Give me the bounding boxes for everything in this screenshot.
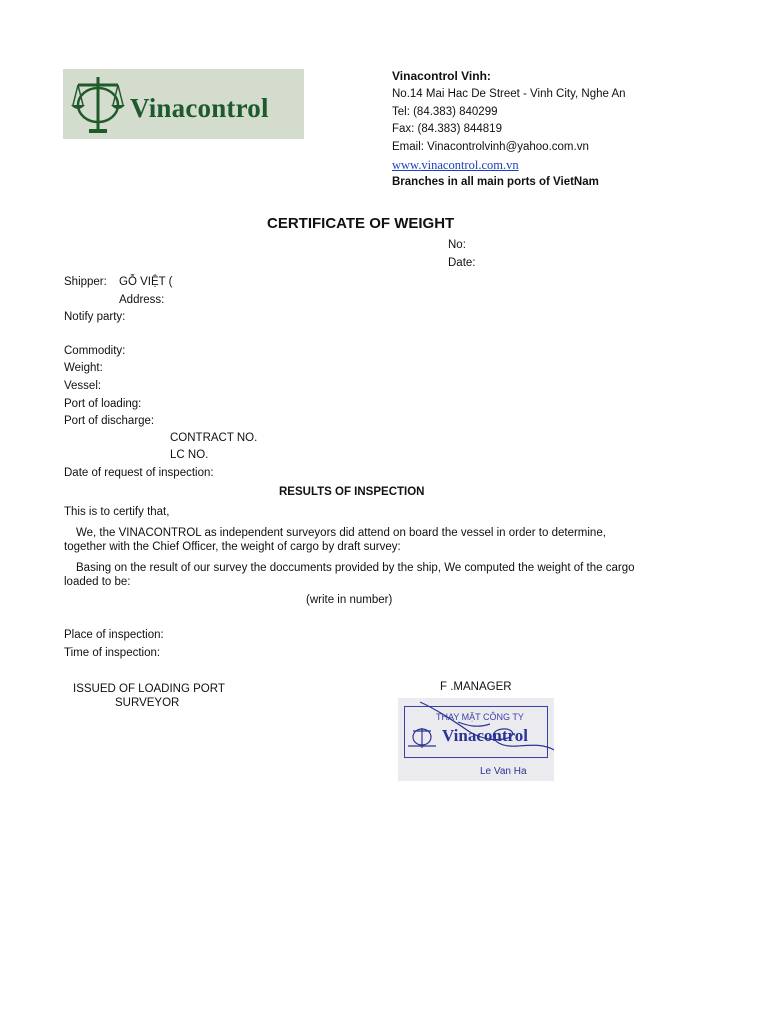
certify-text: This is to certify that,	[64, 506, 170, 518]
company-address: No.14 Mai Hac De Street - Vinh City, Nghe An	[392, 88, 626, 100]
date-label: Date:	[448, 257, 476, 269]
manager-title: F .MANAGER	[440, 681, 512, 693]
company-tel: Tel: (84.383) 840299	[392, 106, 498, 118]
issued-surveyor-line1: ISSUED OF LOADING PORT	[73, 683, 225, 695]
results-heading: RESULTS OF INSPECTION	[279, 486, 425, 498]
branches-note: Branches in all main ports of VietNam	[392, 176, 599, 188]
issued-surveyor-line2: SURVEYOR	[115, 697, 180, 709]
scales-emblem-icon	[63, 69, 133, 139]
place-inspection-label: Place of inspection:	[64, 629, 164, 641]
company-fax: Fax: (84.383) 844819	[392, 123, 502, 135]
port-loading-label: Port of loading:	[64, 398, 142, 410]
survey-paragraph-1: We, the VINACONTROL as independent surveyors did attend on board the vessel in order to determine, together with the Chief Officer, the weight of cargo by draft survey:	[64, 527, 606, 553]
document-title: CERTIFICATE OF WEIGHT	[267, 215, 455, 232]
port-discharge-label: Port of discharge:	[64, 415, 155, 427]
company-logo	[63, 69, 304, 139]
company-email: Email: Vinacontrolvinh@yahoo.com.vn	[392, 141, 589, 153]
logo-wordmark: Vinacontrol	[130, 93, 269, 123]
lc-no-label: LC NO.	[170, 449, 209, 461]
company-name: Vinacontrol Vinh:	[392, 69, 491, 83]
shipper-label: Shipper:	[64, 276, 107, 288]
write-in-number: (write in number)	[306, 594, 393, 606]
contract-no-label: CONTRACT NO.	[170, 432, 258, 444]
company-stamp	[398, 698, 554, 781]
website-link[interactable]: www.vinacontrol.com.vn	[392, 158, 519, 172]
survey-paragraph-2: Basing on the result of our survey the doccuments provided by the ship, We computed the weight of the cargo loaded to be:	[64, 562, 635, 588]
time-inspection-label: Time of inspection:	[64, 647, 161, 659]
stamp-top-text: THAY MẶT CÔNG TY	[436, 712, 524, 722]
address-label: Address:	[119, 294, 165, 306]
shipper-value: GỖ VIỆT (	[119, 276, 173, 288]
notify-party-label: Notify party:	[64, 311, 126, 323]
vessel-label: Vessel:	[64, 380, 102, 392]
stamp-brand-text: Vinacontrol	[442, 726, 528, 745]
date-request-label: Date of request of inspection:	[64, 467, 214, 479]
commodity-label: Commodity:	[64, 345, 126, 357]
weight-label: Weight:	[64, 362, 103, 374]
no-label: No:	[448, 239, 466, 251]
signer-name: Le Van Ha	[480, 766, 527, 777]
